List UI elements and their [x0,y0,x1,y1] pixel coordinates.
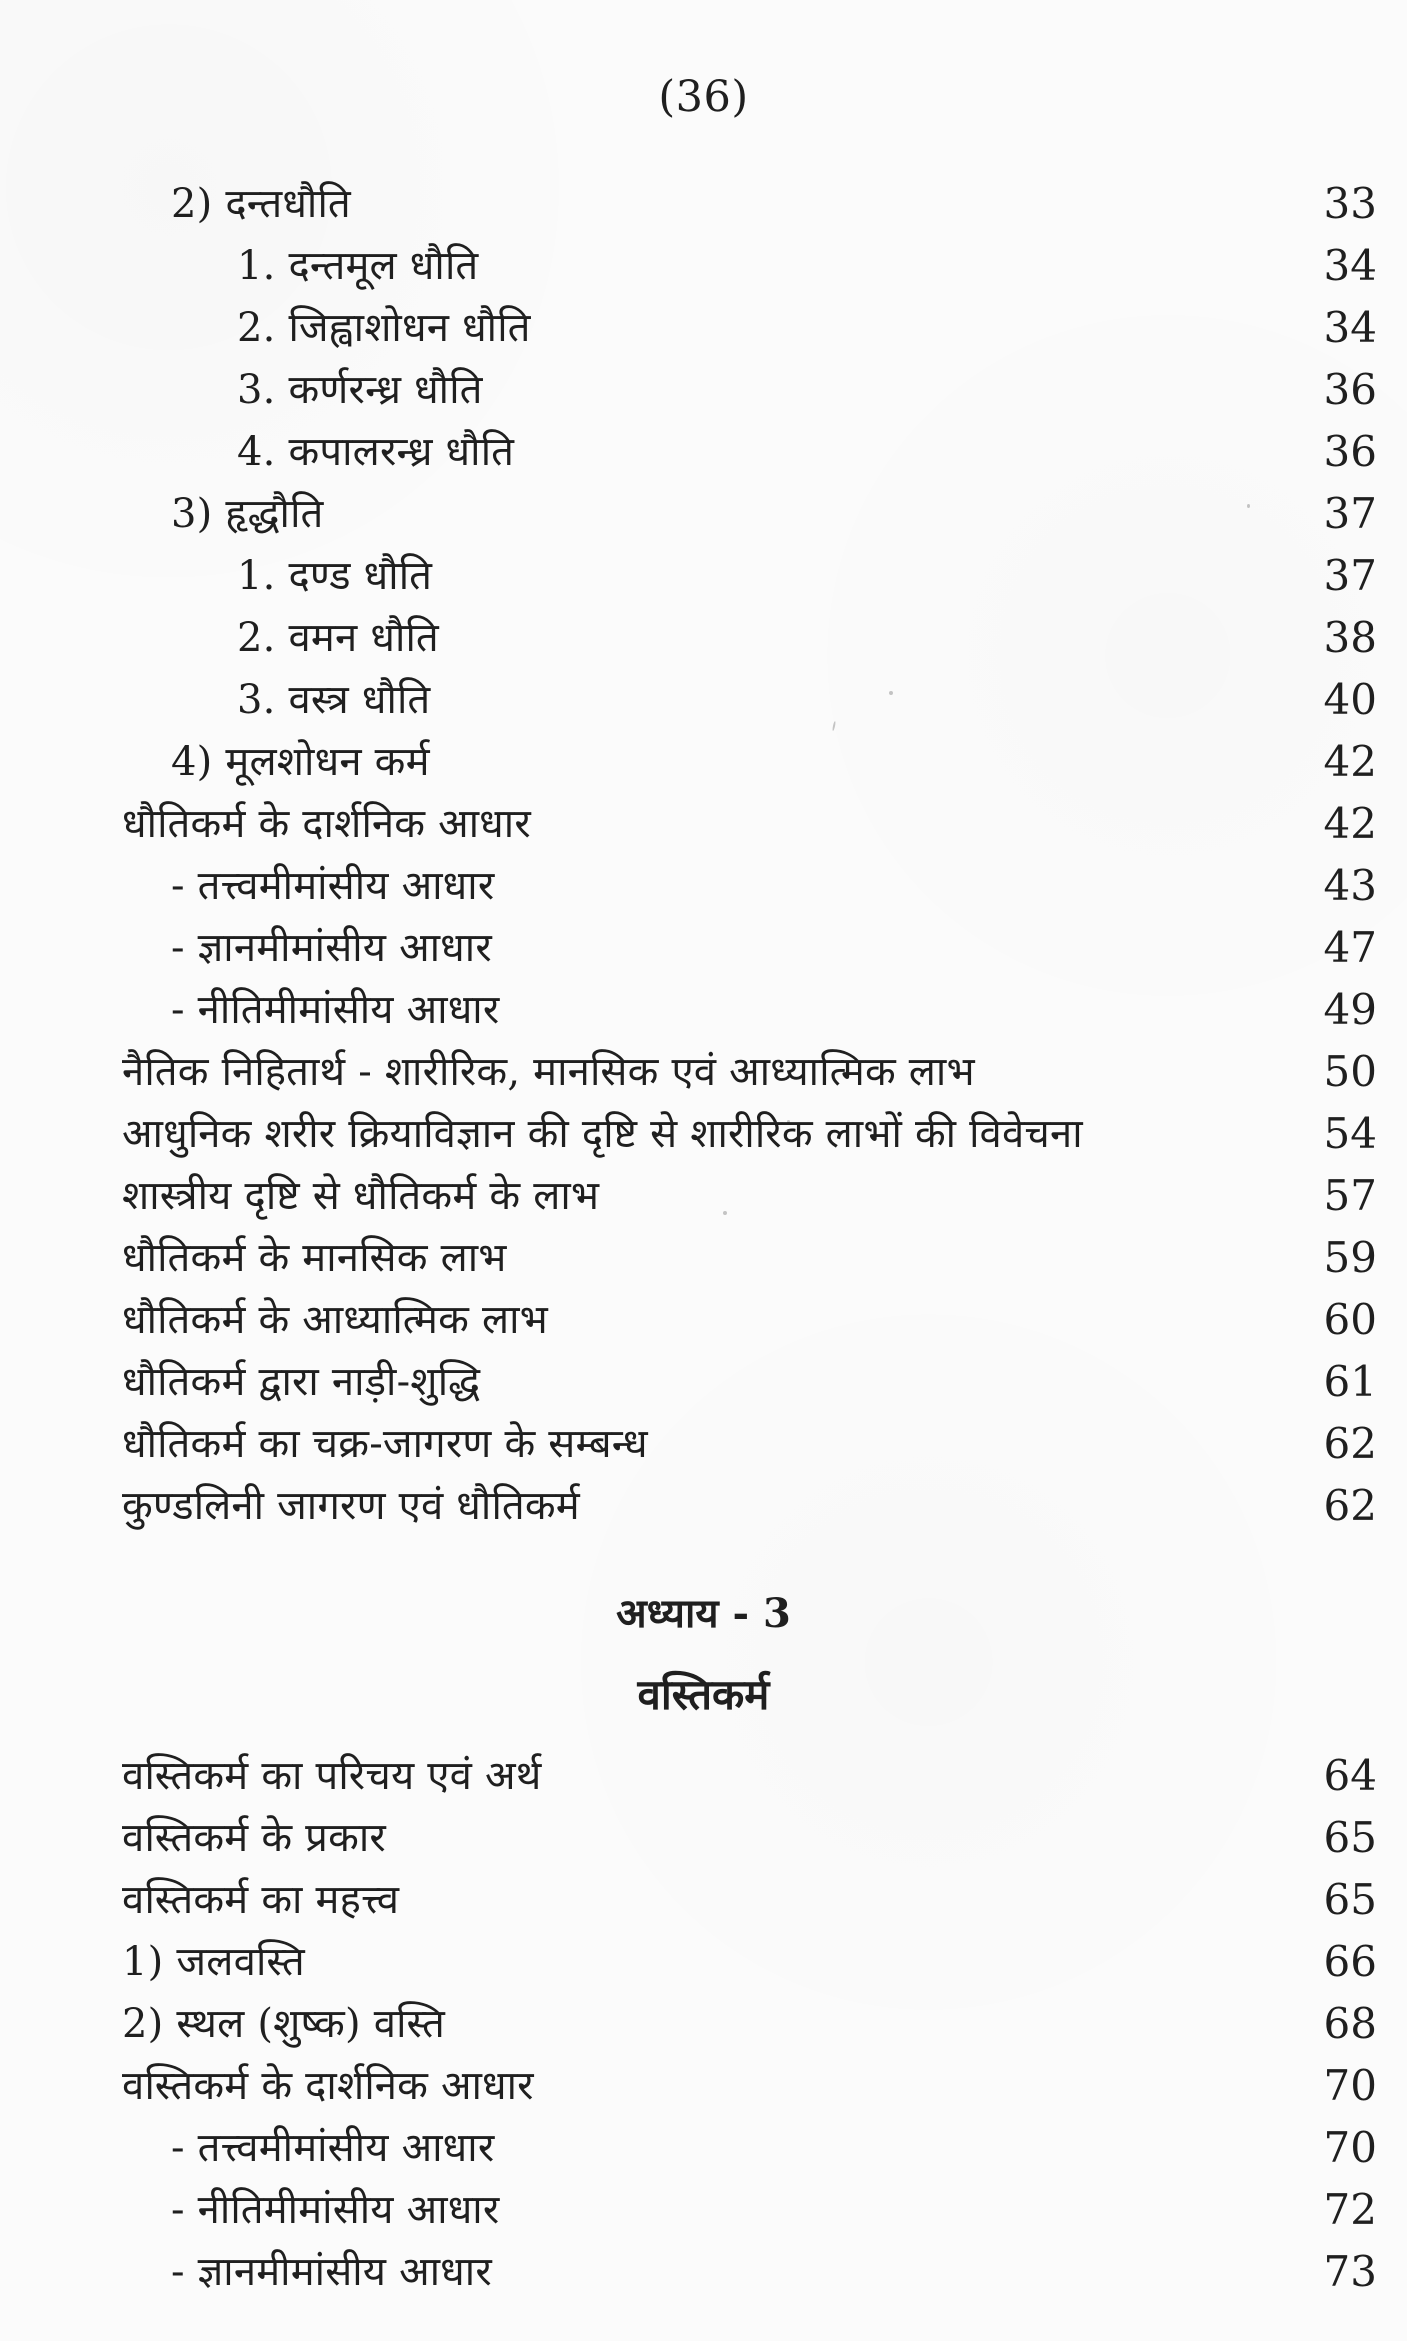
toc-entry-page: 37 [1323,489,1377,538]
toc-entry-title: - ज्ञानमीमांसीय आधार [171,925,492,971]
toc-entry-page: 34 [1323,241,1377,290]
toc-entry [0,1810,1407,1866]
toc-entry [0,548,1407,604]
toc-entry [0,920,1407,976]
toc-entry-title: 1) जलवस्ति [122,1939,305,1985]
toc-entry [0,1934,1407,1990]
paper-speck [723,1211,727,1215]
toc-entry [0,2120,1407,2176]
toc-entry-page: 62 [1323,1481,1377,1530]
toc-entry-page: 43 [1323,861,1377,910]
toc-entry-title: वस्तिकर्म का महत्त्व [122,1877,400,1923]
toc-entry-title: 4) मूलशोधन कर्म [171,739,430,785]
page-number: (36) [658,72,749,122]
paper-speck [787,1120,790,1123]
toc-entry-page: 66 [1323,1937,1377,1986]
toc-entry-page: 49 [1323,985,1377,1034]
toc-entry [0,1168,1407,1224]
toc-entry [0,1230,1407,1286]
chapter-label: अध्याय - 3 [616,1590,791,1637]
toc-entry-title: आधुनिक शरीर क्रियाविज्ञान की दृष्टि से शारीरिक लाभों की विवेचना [122,1111,1083,1157]
toc-entry-title: 2) दन्तधौति [171,181,351,227]
toc-entry-title: - नीतिमीमांसीय आधार [171,987,500,1033]
toc-entry [0,796,1407,852]
toc-entry [0,238,1407,294]
toc-entry-page: 62 [1323,1419,1377,1468]
toc-entry-page: 65 [1323,1813,1377,1862]
toc-entry-page: 68 [1323,1999,1377,2048]
toc-entry [0,1292,1407,1348]
toc-entry-title: - ज्ञानमीमांसीय आधार [171,2249,492,2295]
toc-entry-title: 3. कर्णरन्ध्र धौति [237,367,483,413]
toc-entry [0,486,1407,542]
toc-entry [0,1044,1407,1100]
toc-entry-title: 3. वस्त्र धौति [237,677,431,723]
toc-entry-page: 65 [1323,1875,1377,1924]
toc-entry [0,1354,1407,1410]
toc-entry-title: 2) स्थल (शुष्क) वस्ति [122,2001,446,2047]
toc-entry-page: 64 [1323,1751,1377,1800]
toc-entry-page: 42 [1323,737,1377,786]
toc-entry-page: 38 [1323,613,1377,662]
toc-entry-page: 72 [1323,2185,1377,2234]
paper-speck [1247,504,1250,508]
toc-entry-title: कुण्डलिनी जागरण एवं धौतिकर्म [122,1483,580,1529]
toc-entry [0,176,1407,232]
toc-entry-page: 50 [1323,1047,1377,1096]
toc-entry-page: 59 [1323,1233,1377,1282]
toc-entry-title: धौतिकर्म का चक्र-जागरण के सम्बन्ध [122,1421,648,1467]
toc-entry-title: धौतिकर्म के मानसिक लाभ [122,1235,507,1281]
toc-entry [0,1872,1407,1928]
toc-entry-title: 2. जिह्वाशोधन धौति [237,305,531,351]
toc-entry-page: 36 [1323,427,1377,476]
toc-entry-title: नैतिक निहितार्थ - शारीरिक, मानसिक एवं आध्यात्मिक लाभ [122,1049,975,1095]
toc-entry-title: - तत्त्वमीमांसीय आधार [171,863,495,909]
toc-entry-title: - तत्त्वमीमांसीय आधार [171,2125,495,2171]
toc-entry [0,1416,1407,1472]
toc-entry [0,2182,1407,2238]
toc-entry [0,424,1407,480]
toc-entry-page: 37 [1323,551,1377,600]
toc-entry-page: 42 [1323,799,1377,848]
toc-entry-title: शास्त्रीय दृष्टि से धौतिकर्म के लाभ [122,1173,600,1219]
toc-entry [0,2244,1407,2300]
toc-entry-page: 73 [1323,2247,1377,2296]
toc-entry [0,300,1407,356]
toc-entry-page: 61 [1323,1357,1377,1406]
toc-entry [0,1478,1407,1534]
toc-entry [0,1996,1407,2052]
toc-entry-title: धौतिकर्म द्वारा नाड़ी-शुद्धि [122,1359,481,1405]
toc-entry-title: 2. वमन धौति [237,615,439,661]
toc-entry-page: 47 [1323,923,1377,972]
toc-entry-title: 4. कपालरन्ध्र धौति [237,429,515,475]
toc-entry-title: - नीतिमीमांसीय आधार [171,2187,500,2233]
toc-entry-title: वस्तिकर्म के प्रकार [122,1815,386,1861]
toc-entry-page: 70 [1323,2123,1377,2172]
toc-entry [0,982,1407,1038]
toc-entry [0,610,1407,666]
toc-entry-title: धौतिकर्म के दार्शनिक आधार [122,801,531,847]
toc-entry [0,734,1407,790]
chapter-title: वस्तिकर्म [637,1670,770,1719]
toc-entry-title: वस्तिकर्म के दार्शनिक आधार [122,2063,534,2109]
toc-entry-page: 54 [1323,1109,1377,1158]
toc-entry-page: 40 [1323,675,1377,724]
paper-speck [889,691,893,695]
toc-entry [0,1748,1407,1804]
toc-entry [0,672,1407,728]
toc-entry-page: 36 [1323,365,1377,414]
toc-entry [0,2058,1407,2114]
toc-entry [0,1106,1407,1162]
toc-entry-title: 3) हृद्धौति [171,491,324,537]
toc-entry [0,858,1407,914]
toc-entry-page: 70 [1323,2061,1377,2110]
toc-entry-page: 34 [1323,303,1377,352]
toc-entry-title: 1. दन्तमूल धौति [237,243,479,289]
toc-entry-title: धौतिकर्म के आध्यात्मिक लाभ [122,1297,548,1343]
toc-entry [0,362,1407,418]
toc-entry-title: वस्तिकर्म का परिचय एवं अर्थ [122,1753,542,1799]
toc-entry-page: 57 [1323,1171,1377,1220]
toc-entry-page: 60 [1323,1295,1377,1344]
toc-entry-page: 33 [1323,179,1377,228]
toc-entry-title: 1. दण्ड धौति [237,553,433,599]
